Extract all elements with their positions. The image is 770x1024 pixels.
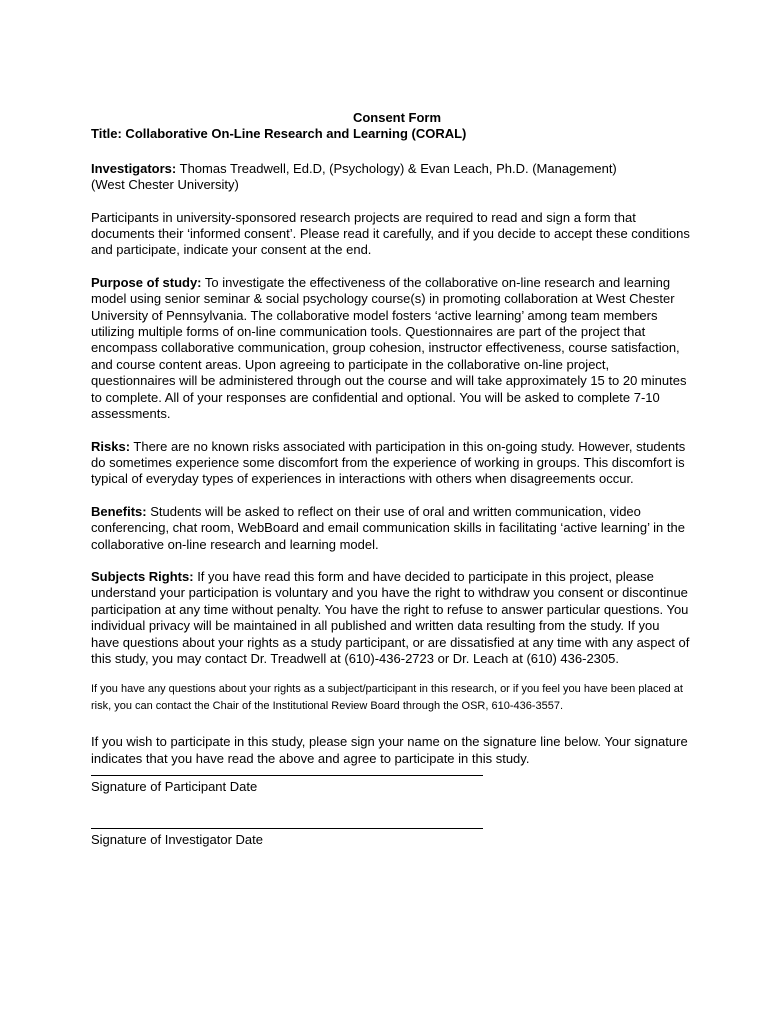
closing-paragraph: If you wish to participate in this study, please sign your name on the signature line below. Your signature indicates that you have read the above and agree to participate in this study. [91,734,688,766]
investigator-signature-line[interactable] [91,828,483,829]
consent-form [91,110,691,849]
rights-section [91,569,691,667]
benefits-label: Benefits: [91,503,147,519]
participant-signature-label: Signature of Participant Date [91,779,258,794]
purpose-section [91,275,691,423]
risks-text: There are no known risks associated with participation in this on-going study. However, students do sometimes experience some discomfort from the experience of working in groups. This discomfort is typical of everyday types of experiences in interactions with others when disagreements occur. [91,438,686,487]
investigator-signature-label: Signature of Investigator Date [91,832,263,848]
rights-text: If you have read this form and have decided to participate in this project, please understand your participation is voluntary and you have the right to withdraw you consent or discontinue participation at any time without penalty. You have the right to refuse to answer particular questions. You individual privacy will be maintained in all published and written data resulting from the study. If you have questions about your rights as a study participant, or are dissatisfied at any time with any aspect of this study, you may contact Dr. Treadwell at (610)-436-2723 or Dr. Leach at (610) 436-2305. [91,568,690,666]
participant-signature-line[interactable] [91,775,483,776]
benefits-section [91,504,691,553]
investigators-names: Thomas Treadwell, Ed.D, (Psychology) & Evan Leach, Ph.D. (Management) [176,160,617,176]
risks-label: Risks: [91,438,131,454]
osr-notice: If you have any questions about your rights as a subject/participant in this research, or if you feel you have been placed at risk, you can contact the Chair of the Institutional Review Board through the OSR, 610-436-3557. [91,683,683,712]
rights-label: Subjects Rights: [91,568,194,584]
benefits-text: Students will be asked to reflect on their use of oral and written communication, video conferencing, chat room, WebBoard and email communication skills in facilitating ‘active learning’ in the collaborative on-line research and learning model. [91,503,685,552]
investigators-section [91,161,691,194]
purpose-label: Purpose of study: [91,274,202,290]
investigators-label: Investigators: [91,160,177,176]
document-title: Consent Form [352,110,442,125]
intro-paragraph: Participants in university-sponsored research projects are required to read and sign a form that documents their ‘informed consent’. Please read it carefully, and if you decide to accept these conditions and participate, indicate your consent at the end. [91,209,690,258]
study-title: Title: Collaborative On-Line Research and Learning (CORAL) [91,126,467,142]
investigators-affiliation: (West Chester University) [91,177,239,193]
purpose-text: To investigate the effectiveness of the collaborative on-line research and learning model using senior seminar & social psychology course(s) in promoting collaboration at West Chester University of Pennsylvania. The collaborative model fosters ‘active learning’ among team members utilizing multiple forms of on-line communication tools. Questionnaires are part of the project that encompass collaborative communication, group cohesion, instructor effectiveness, course satisfaction, and course content areas. Upon agreeing to participate in the collaborative on-line project, questionnaires will be administered through out the course and will take approximately 15 to 20 minutes to complete. All of your responses are confidential and optional. You will be asked to complete 7-10 assessments. [91,274,687,422]
risks-section [91,439,691,488]
